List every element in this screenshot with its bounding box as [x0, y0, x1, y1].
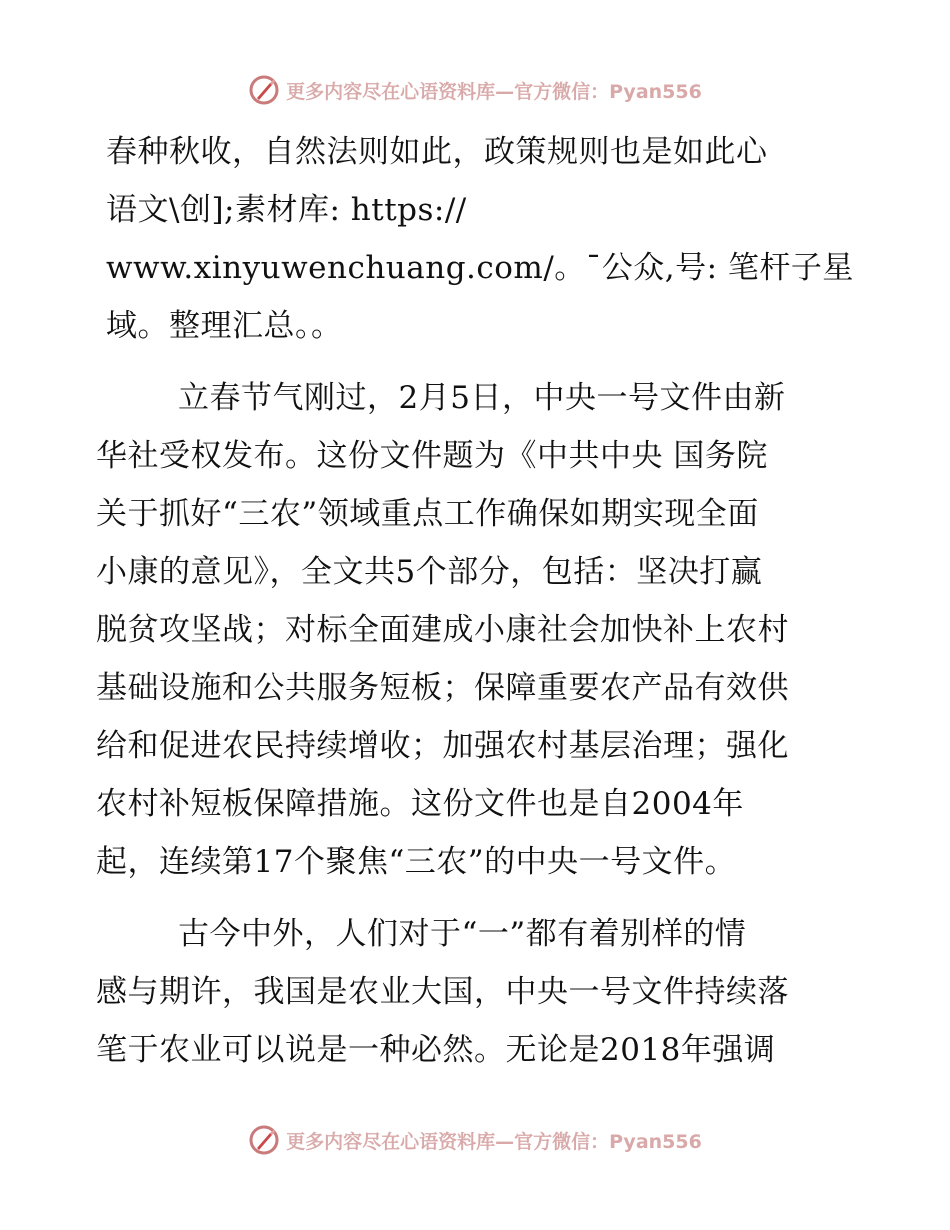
- text-line: 古今中外，人们对于“一”都有着别样的情: [178, 916, 747, 952]
- document-body: [96, 123, 856, 1079]
- text-line: 基础设施和公共服务短板；保障重要农产品有效供: [96, 670, 789, 706]
- text-line: 脱贫攻坚战；对标全面建成小康社会加快补上农村: [96, 612, 789, 648]
- text-line: 农村补短板保障措施。这份文件也是自2004年: [96, 786, 744, 822]
- text-line: 笔于农业可以说是一种必然。无论是2018年强调: [96, 1032, 776, 1068]
- text-line: 给和促进农民持续增收；加强农村基层治理；强化: [96, 728, 789, 764]
- text-line: 语文\创];素材库: https://: [106, 192, 467, 228]
- text-line: 感与期许，我国是农业大国，中央一号文件持续落: [96, 974, 789, 1010]
- text-line: 立春节气刚过，2月5日，中央一号文件由新: [178, 380, 786, 416]
- text-line: www.xinyuwenchuang.com/。¯公众,号: 笔杆子星: [106, 250, 854, 286]
- watermark-header: [0, 72, 950, 108]
- text-line: 起，连续第17个聚焦“三农”的中央一号文件。: [96, 844, 737, 880]
- text-line: 小康的意见》，全文共5个部分，包括：坚决打赢: [96, 554, 763, 590]
- text-line: 域。整理汇总。。: [106, 308, 343, 344]
- watermark-text: 更多内容尽在心语资料库—官方微信：Pyan556: [286, 80, 702, 103]
- paragraph-3: [96, 905, 856, 1079]
- pen-feather-logo-icon: [248, 1124, 280, 1156]
- pen-feather-logo-icon: [248, 74, 280, 106]
- text-line: 春种秋收，自然法则如此，政策规则也是如此心: [106, 134, 768, 170]
- paragraph-2: [96, 369, 856, 891]
- watermark-text: 更多内容尽在心语资料库—官方微信：Pyan556: [286, 1130, 702, 1153]
- paragraph-1: [96, 123, 856, 355]
- watermark-footer: [0, 1122, 950, 1158]
- text-line: 华社受权发布。这份文件题为《中共中央 国务院: [96, 438, 768, 474]
- text-line: 关于抓好“三农”领域重点工作确保如期实现全面: [96, 496, 759, 532]
